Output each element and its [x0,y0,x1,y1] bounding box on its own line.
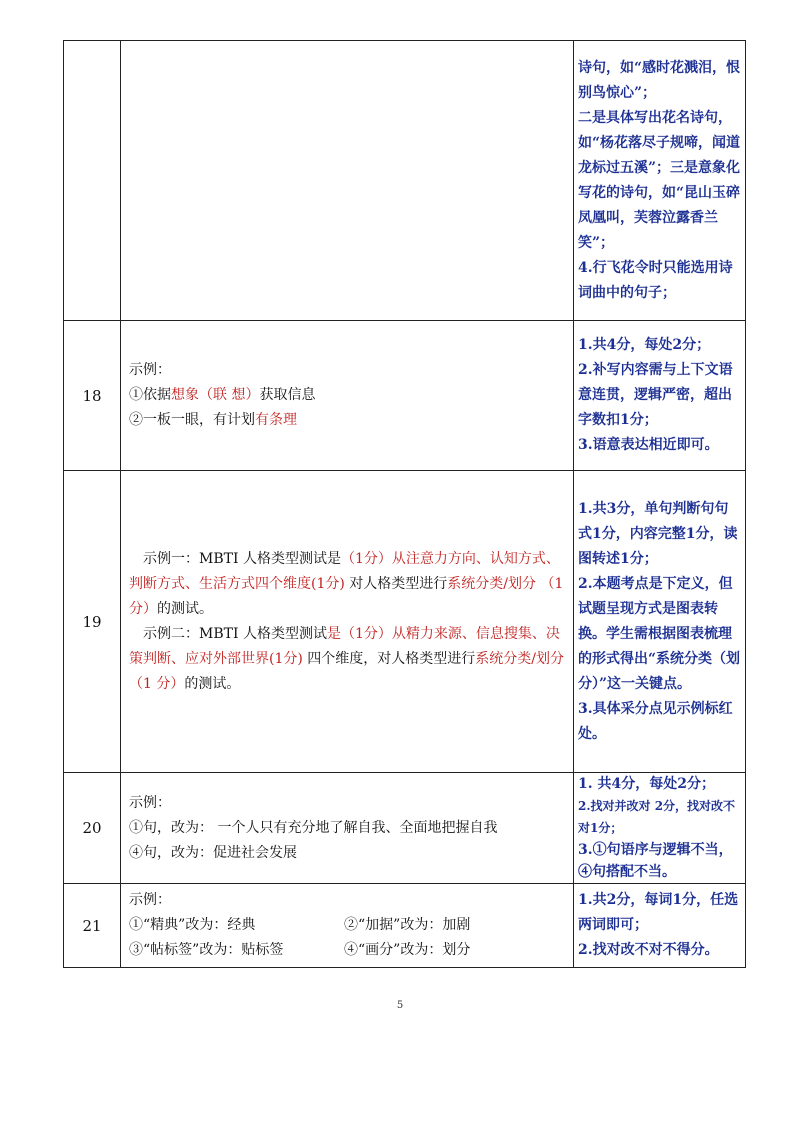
note-line: 4.行飞花令时只能选用诗词曲中的句子； [578,259,733,301]
question-number [64,41,121,321]
note-line: 2.补写内容需与上下文语意连贯，逻辑严密，超出字数扣1分； [578,362,733,428]
answer-line [129,383,565,408]
table-row [64,884,746,968]
scoring-notes [574,321,746,471]
note-line: 1. 共4分，每处2分； [578,776,715,792]
answer-text: ②一板一眼，有计划 [129,412,255,428]
answer-line [129,408,565,433]
question-number: 21 [64,884,121,968]
table-row [64,471,746,773]
answer-cell [121,41,574,321]
note-line: 1.共2分，每词1分，任选两词即可； [578,892,739,933]
note-line: 二是具体写出花名诗句，如“杨花落尽子规啼，闻道龙标过五溪”；三是意象化写花的诗句，如“昆山玉碎凤凰叫，芙蓉泣露香兰笑”； [578,109,741,251]
scoring-notes [574,41,746,321]
question-number: 18 [64,321,121,471]
key-point: 想象（联 想） [171,387,260,403]
key-point: （1分）从注意力方向、认知方式、判断方式、生活方式四个维度(1分) [129,550,560,592]
question-number: 20 [64,773,121,884]
note-line: 1.共3分，单句判断句句式1分，内容完整1分，读图转述1分； [578,500,738,567]
example-intro: 示例： [129,362,171,378]
answer-text: 的测试。 [157,600,213,617]
example-intro: 示例： [129,794,171,811]
answer-item: ③“帖标签”改为：贴标签 [129,942,284,958]
note-line: 2.本题考点是下定义，但试题呈现方式是图表转换。学生需根据图表梳理的形式得出“系统分类（划分）”这一关键点。 [578,575,741,692]
note-line: 3.①句语序与逻辑不当，④句搭配不当。 [578,842,733,880]
key-point: 是（1分）从精力来源、信息搜集、决策判断、应对外部世界(1分) [129,625,560,667]
answer-cell [121,773,574,884]
table-row [64,321,746,471]
answer-table [63,40,746,968]
note-line: 3.具体采分点见示例标红处。 [578,700,733,742]
scoring-notes [574,884,746,968]
answer-text: 示例二：MBTI 人格类型测试 [143,625,327,642]
answer-line: ①句，改为： 一个人只有充分地了解自我、全面地把握自我 [129,819,498,836]
key-point: 系统分类/划分 （1 分） [129,575,564,617]
answer-cell [121,884,574,968]
scoring-notes [574,773,746,884]
answer-line [129,938,565,963]
example-one [129,547,565,622]
note-line: 2.找对改不对不得分。 [578,942,719,958]
answer-line [129,913,565,938]
answer-cell [121,471,574,773]
answer-text: 的测试。 [184,675,241,692]
note-line: 诗句，如“感时花溅泪，恨别鸟惊心”； [578,59,741,101]
note-line: 2.找对并改对 2分，找对改不对1分； [578,799,736,835]
table-row [64,773,746,884]
page-number: 5 [396,1000,404,1011]
question-number: 19 [64,471,121,773]
answer-item: ②“加据”改为：加剧 [344,917,471,933]
key-point: 系统分类/划分 （1 分） [129,650,565,692]
answer-item: ④“画分”改为：划分 [344,942,471,958]
scoring-notes [574,471,746,773]
answer-text: 对人格类型进行 [344,575,448,592]
key-point: 有条理 [255,412,297,428]
example-two [129,622,565,697]
table-row [64,41,746,321]
note-line: 1.共4分，每处2分； [578,337,711,353]
answer-line: ④句，改为：促进社会发展 [129,844,297,861]
answer-text: 获取信息 [259,387,316,403]
note-line: 3.语意表达相近即可。 [578,437,719,453]
answer-cell [121,321,574,471]
example-intro: 示例： [129,892,171,908]
answer-text: 四个维度，对人格类型进行 [302,650,476,667]
answer-item: ①“精典”改为：经典 [129,917,256,933]
answer-text: ①依据 [129,387,171,403]
answer-text: 示例一：MBTI 人格类型测试是 [143,550,341,567]
